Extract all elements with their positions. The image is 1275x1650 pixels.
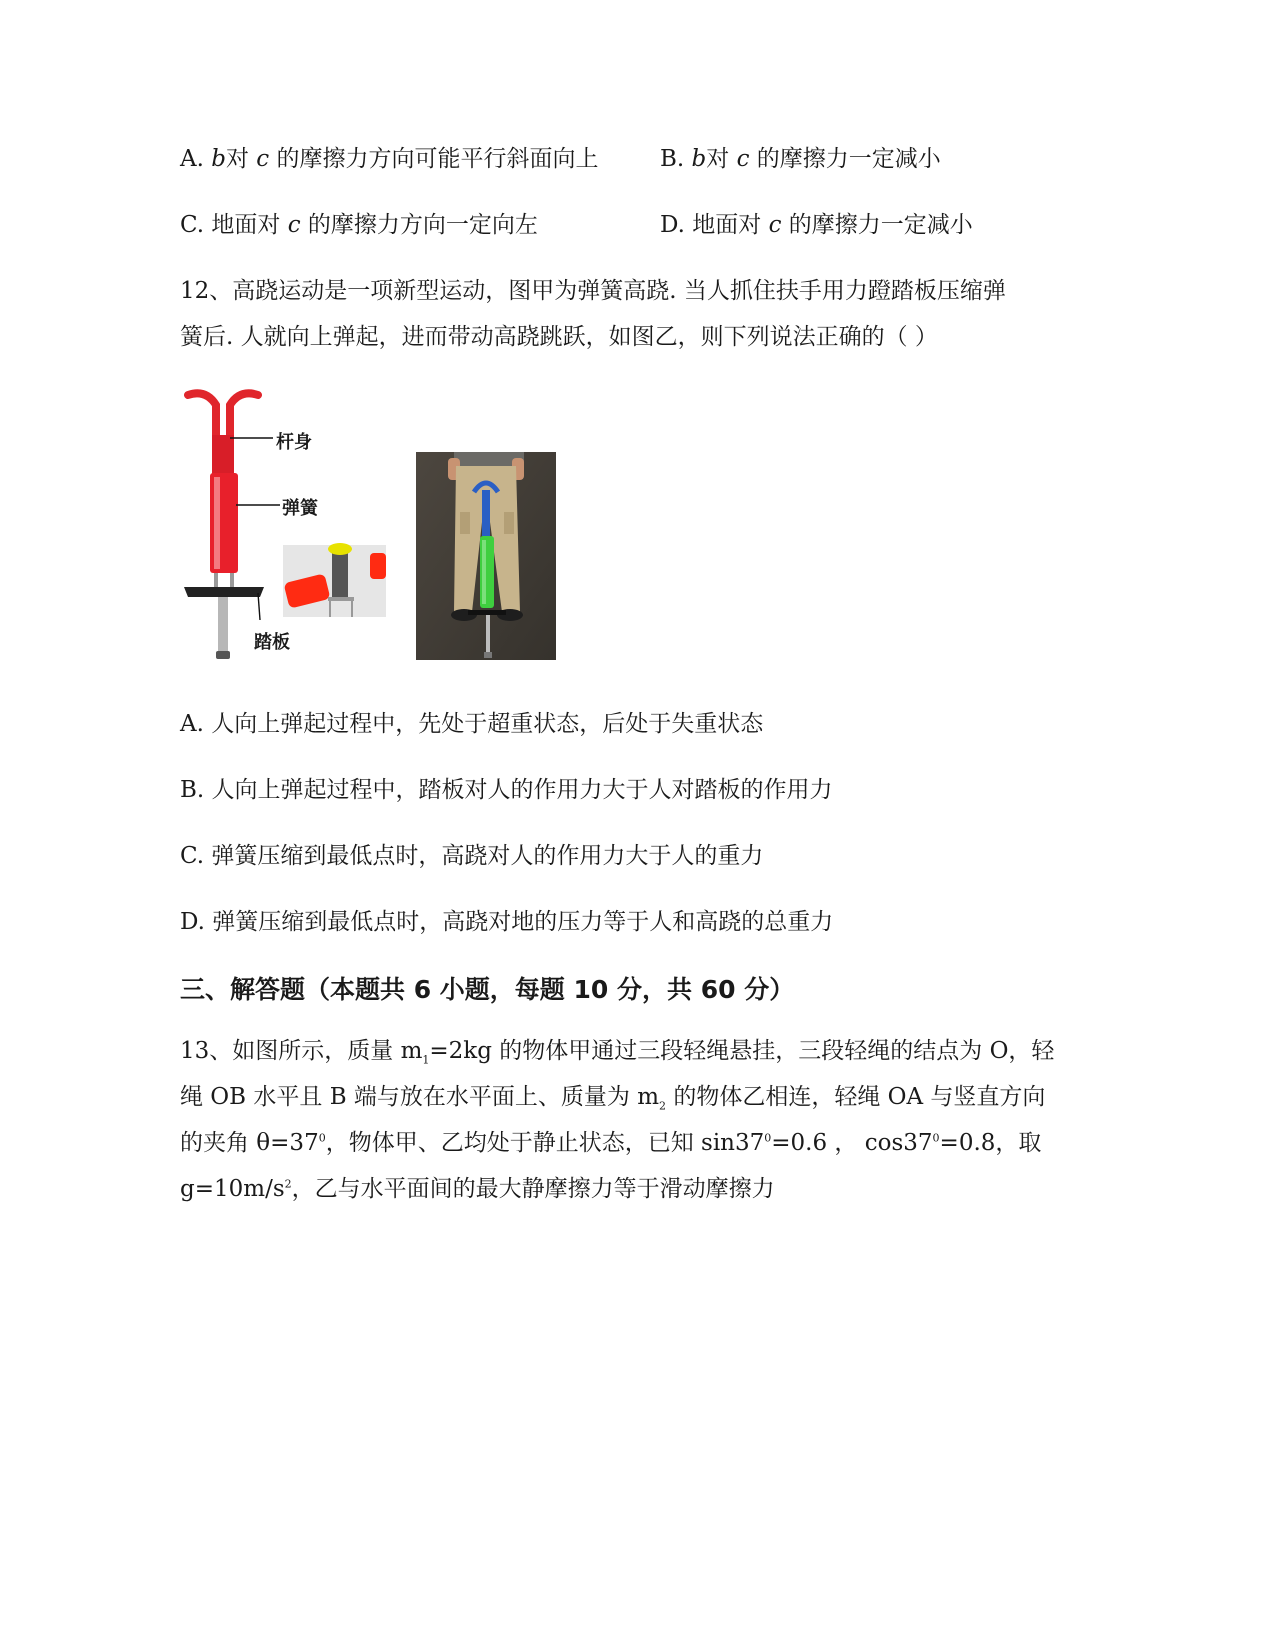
option-text: 的摩擦力一定减小 xyxy=(749,146,941,172)
var-c: c xyxy=(736,146,750,172)
q13-text: ，物体甲、乙均处于静止状态，已知 sin37 xyxy=(325,1130,765,1156)
q13-text: 的夹角 θ=37 xyxy=(180,1130,319,1156)
q13-line2 xyxy=(180,1082,1045,1112)
subscript: 2 xyxy=(659,1099,667,1113)
label-pedal: 踏板 xyxy=(254,632,290,653)
q13-text: g=10m/s xyxy=(180,1176,285,1202)
q11-option-a xyxy=(180,144,598,174)
q12-stem-line1: 12、高跷运动是一项新型运动，图甲为弹簧高跷. 当人抓住扶手用力蹬踏板压缩弹 xyxy=(180,278,1006,304)
option-text: 对 xyxy=(706,146,737,172)
option-text: A. xyxy=(180,146,212,172)
var-c: c xyxy=(287,212,301,238)
q12-option-c: C. 弹簧压缩到最低点时，高跷对人的作用力大于人的重力 xyxy=(180,843,764,869)
q13-line4 xyxy=(180,1174,775,1204)
superscript: 0 xyxy=(932,1131,940,1145)
superscript: 0 xyxy=(764,1131,772,1145)
superscript: 2 xyxy=(284,1177,292,1191)
q13-text: =2kg 的物体甲通过三段轻绳悬挂，三段轻绳的结点为 O，轻 xyxy=(429,1038,1055,1064)
option-text: 的摩擦力一定减小 xyxy=(781,212,973,238)
pogo-photo xyxy=(416,452,556,660)
var-b: b xyxy=(691,146,707,172)
q12-option-a: A. 人向上弹起过程中，先处于超重状态，后处于失重状态 xyxy=(180,711,764,737)
subscript: 1 xyxy=(422,1053,430,1067)
q13-text: 绳 OB 水平且 B 端与放在水平面上、质量为 m xyxy=(180,1084,660,1110)
var-c: c xyxy=(768,212,782,238)
pogo-stick-figure xyxy=(180,385,390,665)
q13-text: =0.6 ， cos37 xyxy=(771,1130,933,1156)
q13-line3 xyxy=(180,1128,1041,1158)
var-b: b xyxy=(211,146,226,172)
option-text: 的摩擦力方向可能平行斜面向上 xyxy=(269,146,599,172)
option-text: 对 xyxy=(225,146,257,172)
q11-option-b xyxy=(660,144,941,174)
label-rod: 杆身 xyxy=(276,432,312,453)
q11-option-c xyxy=(180,210,538,240)
superscript: 0 xyxy=(318,1131,326,1145)
q13-text: ，乙与水平面间的最大静摩擦力等于滑动摩擦力 xyxy=(291,1176,775,1202)
q13-line1 xyxy=(180,1036,1054,1066)
option-text: B. xyxy=(660,146,692,172)
q12-option-b: B. 人向上弹起过程中，踏板对人的作用力大于人对踏板的作用力 xyxy=(180,777,833,803)
option-text: D. 地面对 xyxy=(660,212,769,238)
q11-option-d xyxy=(660,210,973,240)
label-spring: 弹簧 xyxy=(282,498,318,519)
section-heading: 三、解答题（本题共 6 小题，每题 10 分，共 60 分） xyxy=(180,975,795,1004)
q13-text: =0.8，取 xyxy=(939,1130,1042,1156)
q13-text: 13、如图所示，质量 m xyxy=(180,1038,423,1064)
q12-option-d: D. 弹簧压缩到最低点时，高跷对地的压力等于人和高跷的总重力 xyxy=(180,909,834,935)
q12-stem-line2: 簧后. 人就向上弹起，进而带动高跷跳跃，如图乙，则下列说法正确的（ ） xyxy=(180,324,938,350)
var-c: c xyxy=(256,146,270,172)
option-text: C. 地面对 xyxy=(180,212,288,238)
q13-text: 的物体乙相连，轻绳 OA 与竖直方向 xyxy=(666,1084,1046,1110)
option-text: 的摩擦力方向一定向左 xyxy=(300,212,538,238)
